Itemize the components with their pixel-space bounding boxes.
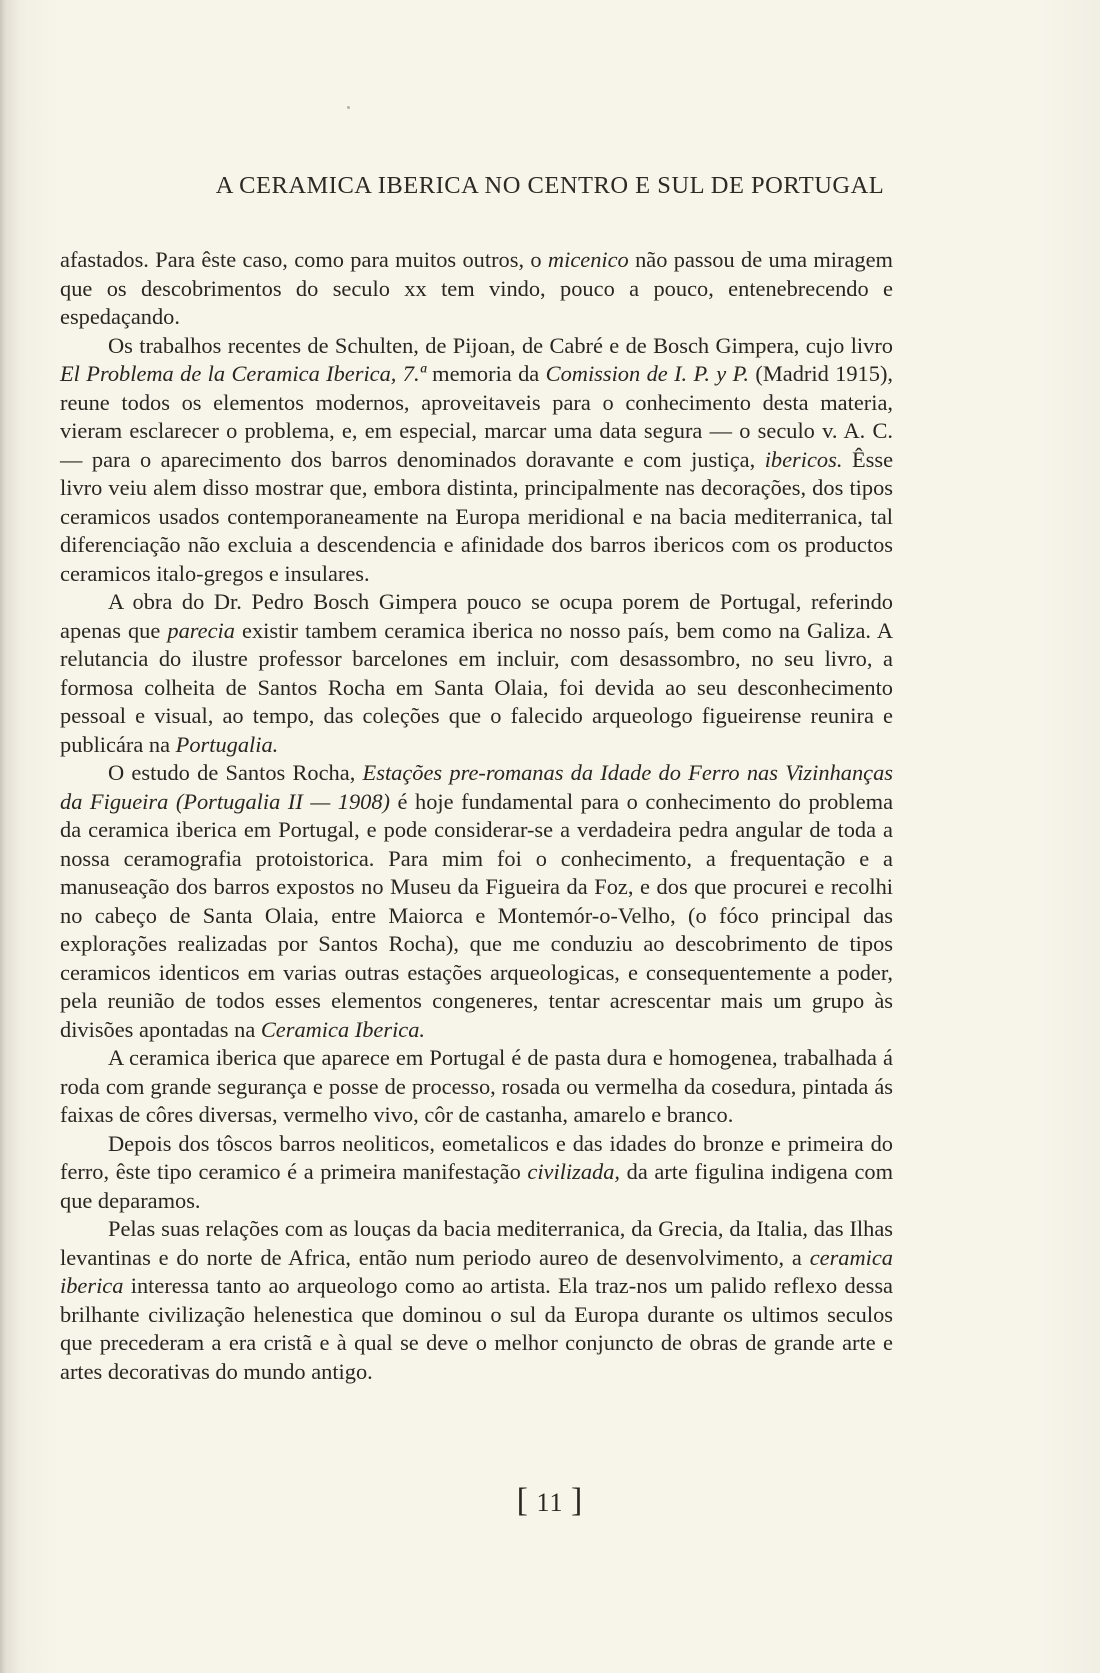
text-run: Pelas suas relações com as louças da bacia mediterranica, da Grecia, da Italia, das Ilhas levantinas e do norte de Africa, então num periodo aureo de desenvolvimento, a [60, 1216, 893, 1270]
running-header: A CERAMICA IBERICA NO CENTRO E SUL DE PORTUGAL [215, 172, 885, 199]
text-run: Os trabalhos recentes de Schulten, de Pijoan, de Cabré e de Bosch Gimpera, cujo livro [108, 332, 893, 358]
text-run: Depois dos tôscos barros neoliticos, eometalicos e das idades do bronze e primeira do ferro, êste tipo ceramico é a primeira manifestação [60, 1130, 893, 1184]
text-run: interessa tanto ao arqueologo como ao artista. Ela traz-nos um palido reflexo dessa brilhante civilização helenestica que dominou o sul da Europa durante os ultimos seculos que precederam a era cristã e à qual se deve o melhor conjuncto de obras de grande arte e artes decorativas do mundo antigo. [60, 1273, 893, 1384]
italic-text: Comission de I. P. y P. [545, 361, 750, 386]
text-run: é hoje fundamental para o conhecimento do problema da ceramica iberica em Portugal, e pode considerar-se a verdadeira pedra angular de toda a nossa ceramografia protoistorica. Para mim foi o conhecimento, a frequentação e a manuseação dos barros expostos no Museu da Figueira da Foz, e dos que procurei e recolhi no cabeço de Santa Olaia, entre Maiorca e Montemór-o-Velho, (o fóco principal das explorações realizadas por Santos Rocha), que me conduziu ao descobrimento de tipos ceramicos identicos em varias outras estações arqueologicas, e consequentemente a poder, pela reunião de todos esses elementos congeneres, tentar acrescentar mais um grupo às divisões apontadas na [60, 788, 894, 1042]
paragraph [60, 1130, 893, 1216]
page-number-close-bracket: ] [571, 1482, 584, 1519]
text-run: existir tambem ceramica iberica no nosso país, bem como na Galiza. A relutancia do ilustre professor barcelones em incluir, com desassombro, no seu livro, a formosa colheita de Santos Rocha em Santa Olaia, foi devida ao seu desconhecimento pessoal e visual, ao tempo, das coleções que o falecido arqueologo figueirense reunira e publicára na [60, 617, 893, 757]
paragraph [60, 1044, 893, 1130]
italic-text: Ceramica Iberica. [260, 1016, 426, 1042]
paper-speck [347, 106, 350, 109]
italic-text: ceramica iberica [60, 1244, 893, 1298]
paragraph [60, 759, 893, 1044]
italic-text: Portugalia. [175, 731, 279, 757]
text-run: da arte figulina indigena com que deparamos. [60, 1159, 893, 1213]
paragraph [60, 1215, 893, 1386]
body-text [60, 246, 893, 1386]
text-run: A ceramica iberica que aparece em Portugal é de pasta dura e homogenea, trabalhada á roda com grande segurança e posse de processo, rosada ou vermelha da cosedura, pintada ás faixas de côres diversas, vermelho vivo, côr de castanha, amarelo e branco. [60, 1045, 893, 1127]
italic-text: parecia [167, 617, 235, 643]
text-run: afastados. Para êste caso, como para muitos outros, o [60, 247, 548, 272]
paragraph [60, 246, 893, 332]
italic-text: micenico [547, 247, 629, 272]
italic-text: civilizada, [527, 1159, 621, 1184]
text-run: O estudo de Santos Rocha, [108, 760, 363, 785]
text-run: não passou de uma miragem que os descobrimentos do seculo xx tem vindo, pouco a pouco, entenebrecendo e espedaçando. [60, 247, 893, 329]
italic-text: ibericos. [764, 446, 843, 472]
page-number [0, 1482, 1100, 1520]
paragraph [60, 332, 893, 589]
page-number-value: 11 [536, 1488, 564, 1517]
text-run: Êsse livro veiu alem disso mostrar que, embora distinta, principalmente nas decorações, dos tipos ceramicos usados contemporaneamente na Europa meridional e na bacia mediterranica, tal diferenciação não excluia a descendencia e afinidade dos barros ibericos com os productos ceramicos italo-gregos e insulares. [60, 446, 894, 586]
text-run: (Madrid 1915), reune todos os elementos modernos, aproveitaveis para o conhecimento desta materia, vieram esclarecer o problema, e, em especial, marcar uma data segura — o seculo v. A. C. — para o aparecimento dos barros denominados doravante e com justiça, [60, 361, 894, 472]
italic-text: Estações pre-romanas da Idade do Ferro nas Vizinhanças da Figueira (Portugalia II — 1908) [60, 760, 893, 814]
text-run: A obra do Dr. Pedro Bosch Gimpera pouco se ocupa porem de Portugal, referindo apenas que [60, 589, 893, 643]
page-number-open-bracket: [ [516, 1482, 529, 1519]
paragraph [60, 588, 893, 759]
italic-text: El Problema de la Ceramica Iberica, 7.ª [60, 361, 426, 386]
text-run: memoria da [425, 361, 546, 386]
